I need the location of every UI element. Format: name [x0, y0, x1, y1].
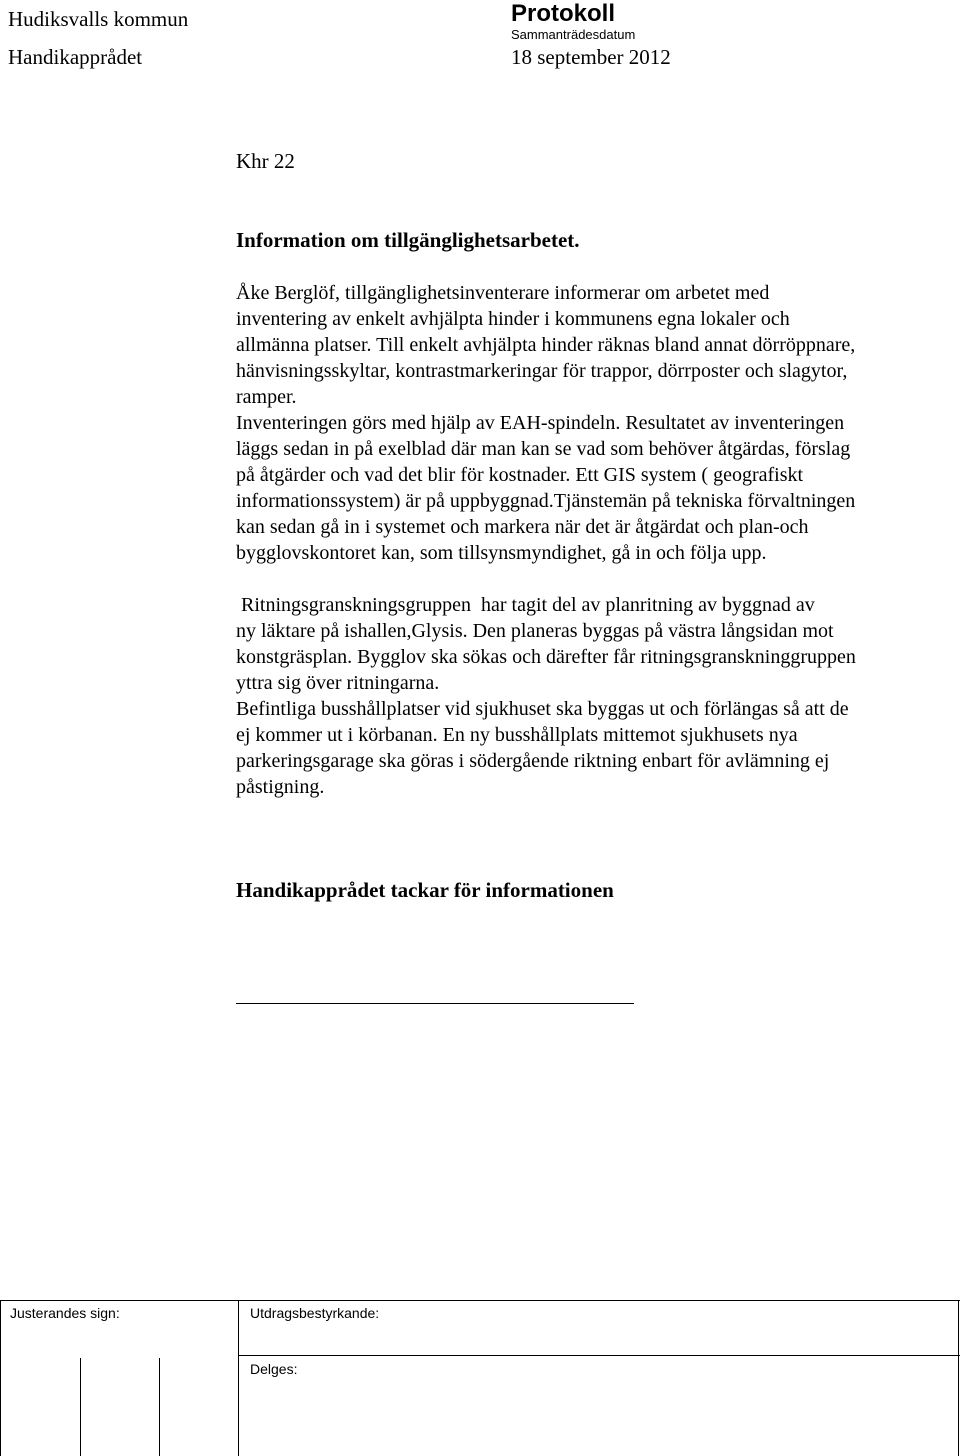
paragraph-number: Khr 22	[236, 149, 295, 173]
date-label: Sammanträdesdatum	[511, 27, 636, 42]
text-line: läggs sedan in på exelblad där man kan se vad som behöver åtgärdas, förslag	[236, 438, 851, 460]
footer-divider-left	[0, 1300, 1, 1456]
text-line: påstigning.	[236, 776, 325, 798]
text-line: ny läktare på ishallen,Glysis. Den planeras byggas på västra långsidan mot	[236, 620, 834, 642]
signature-line	[236, 1003, 634, 1004]
section-heading: Information om tillgänglighetsarbetet.	[236, 228, 580, 252]
council-name: Handikapprådet	[8, 45, 143, 69]
body-paragraph-inventory	[236, 280, 855, 566]
text-line: yttra sig över ritningarna.	[236, 672, 440, 694]
footer-top-rule	[0, 1300, 960, 1301]
utdragsbestyrkande-label: Utdragsbestyrkande:	[250, 1305, 380, 1321]
text-line: Ritningsgranskningsgruppen har tagit del av planritning av byggnad av	[236, 594, 815, 616]
justerandes-sign-label: Justerandes sign:	[10, 1305, 120, 1321]
signature-footer	[0, 1300, 960, 1456]
delges-label: Delges:	[250, 1361, 298, 1377]
body-paragraph-review	[236, 592, 856, 800]
closing-statement: Handikapprådet tackar för informationen	[236, 878, 614, 902]
text-line: på åtgärder och vad det blir för kostnader. Ett GIS system ( geografiskt	[236, 464, 804, 486]
text-line: hänvisningsskyltar, kontrastmarkeringar för trappor, dörrposter och slagytor,	[236, 360, 848, 382]
text-line: Befintliga busshållplatser vid sjukhuset ska byggas ut och förlängas så att de	[236, 698, 849, 720]
sign-box-divider-2	[159, 1358, 160, 1456]
footer-delges-rule	[238, 1355, 960, 1356]
text-line: Åke Berglöf, tillgänglighetsinventerare informerar om arbetet med	[236, 282, 770, 304]
sign-box-divider-1	[80, 1358, 81, 1456]
text-line: informationssystem) är på uppbyggnad.Tjänstemän på tekniska förvaltningen	[236, 490, 856, 512]
text-line: bygglovskontoret kan, som tillsynsmyndighet, gå in och följa upp.	[236, 542, 767, 564]
footer-divider-center	[238, 1300, 239, 1456]
footer-divider-right	[958, 1300, 959, 1456]
document-type: Protokoll	[511, 0, 616, 27]
text-line: kan sedan gå in i systemet och markera när det är åtgärdat och plan-och	[236, 516, 809, 538]
text-line: konstgräsplan. Bygglov ska sökas och därefter får ritningsgranskninggruppen	[236, 646, 856, 668]
text-line: Inventeringen görs med hjälp av EAH-spindeln. Resultatet av inventeringen	[236, 412, 845, 434]
meeting-date: 18 september 2012	[511, 45, 671, 69]
text-line: ej kommer ut i körbanan. En ny busshållplats mittemot sjukhusets nya	[236, 724, 798, 746]
text-line: ramper.	[236, 386, 297, 408]
text-line: inventering av enkelt avhjälpta hinder i kommunens egna lokaler och	[236, 308, 790, 330]
organization-name: Hudiksvalls kommun	[8, 7, 189, 31]
text-line: parkeringsgarage ska göras i södergående riktning enbart för avlämning ej	[236, 750, 830, 772]
text-line: allmänna platser. Till enkelt avhjälpta hinder räknas bland annat dörröppnare,	[236, 334, 856, 356]
